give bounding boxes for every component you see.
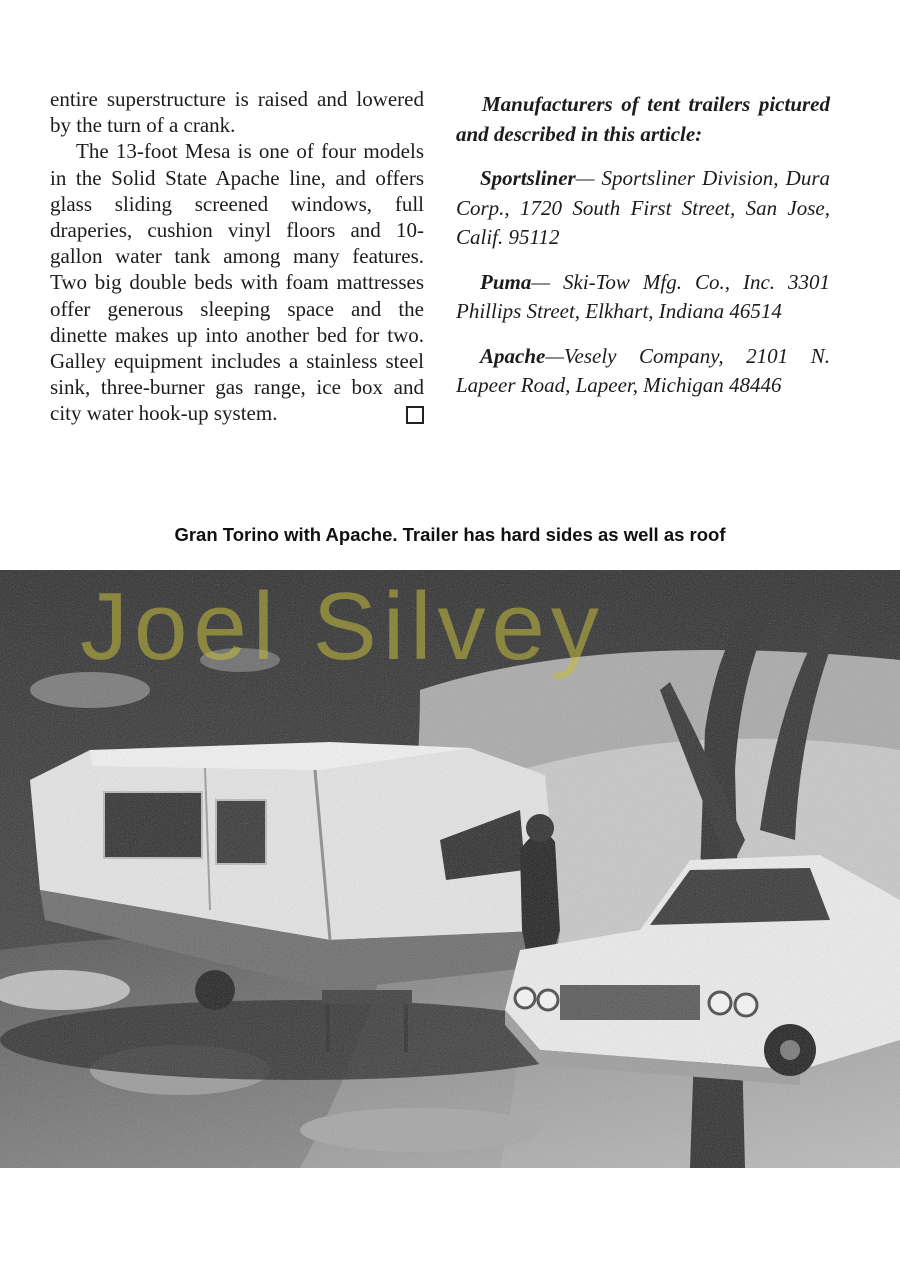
manufacturer-detail: — Ski-Tow Mfg. Co., Inc. 3301 Phillips Street, Elkhart, Indiana 46514 xyxy=(456,269,830,323)
article-left-column xyxy=(50,86,424,427)
manufacturer-name: Sportsliner xyxy=(480,166,576,190)
photo-caption: Gran Torino with Apache. Trailer has hard sides as well as roof xyxy=(174,524,726,545)
manufacturer-entry xyxy=(456,342,830,401)
manufacturer-entry xyxy=(456,268,830,327)
end-of-article-icon xyxy=(406,406,424,424)
manufacturer-name: Puma xyxy=(480,269,532,294)
manufacturers-heading: Manufacturers of tent trailers pictured and described in this article: xyxy=(456,92,830,146)
article-paragraph-2-text: The 13-foot Mesa is one of four models in the Solid State Apache line, and offers glass sliding screened windows, full draperies, cushion vinyl floors and 10-gallon water tank among many features. Two big double beds with foam mattresses offer generous sleeping space and the dinette makes up into another bed for two. Galley equipment includes a stainless steel sink, three-burner gas range, ice box and city water hook-up system. xyxy=(50,139,424,426)
manufacturer-detail: —Vesely Company, 2101 N. Lapeer Road, Lapeer, Michigan 48446 xyxy=(456,343,830,397)
article-paragraph-2 xyxy=(50,138,424,426)
manufacturer-name: Apache xyxy=(480,343,546,368)
manufacturer-detail: — Sportsliner Division, Dura Corp., 1720 South First Street, San Jose, Calif. 95112 xyxy=(456,166,830,249)
manufacturers-column xyxy=(456,90,830,401)
manufacturer-entry xyxy=(456,164,830,253)
watermark: Joel Silvey xyxy=(80,573,605,680)
article-paragraph-1: entire superstructure is raised and lowered by the turn of a crank. xyxy=(50,87,424,138)
